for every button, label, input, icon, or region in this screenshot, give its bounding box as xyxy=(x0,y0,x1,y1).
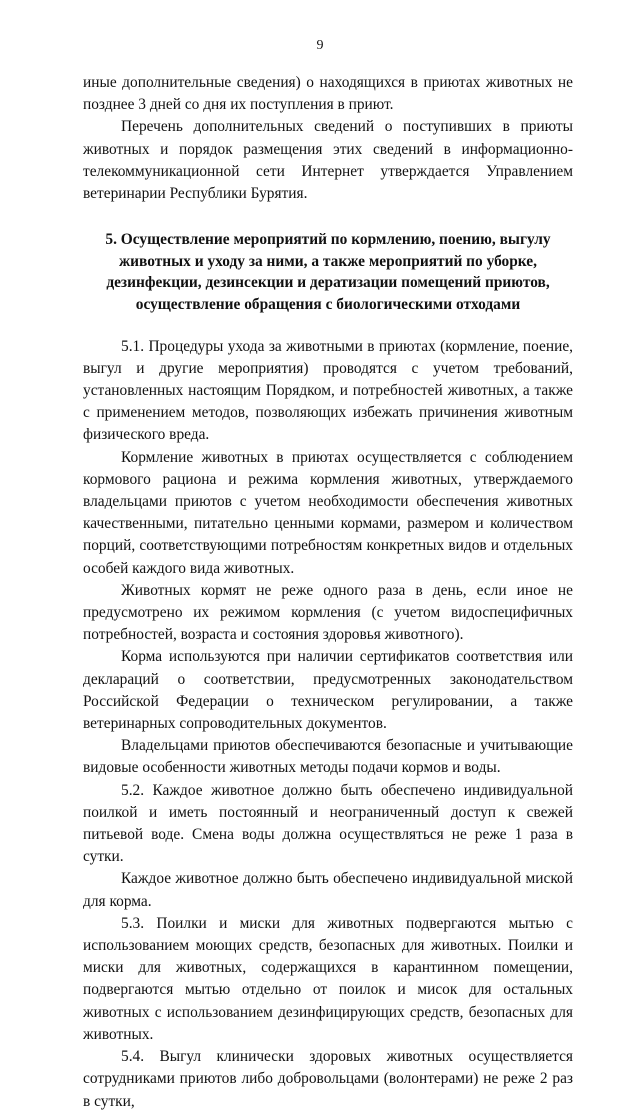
page-number: 9 xyxy=(316,38,324,53)
section-heading: 5. Осуществление мероприятий по кормлению, поению, выгулу животных и уходу за ними, а также мероприятий по уборке, дезинфекции, дезинсекции и дератизации помещений приютов, осуществление обращения с биологическими отходами xyxy=(105,231,551,313)
paragraph-5-3: 5.3. Поилки и миски для животных подвергаются мытью с использованием моющих средств, безопасных для животных. Поилки и миски для животных, содержащихся в карантинном помещении, подвергаются мытью отдельно от поилок и мисок для остальных животных с использованием дезинфицирующих средств, безопасных для животных. xyxy=(83,914,573,1043)
paragraph-5-2: 5.2. Каждое животное должно быть обеспечено индивидуальной поилкой и иметь постоянный и неограниченный доступ к свежей питьевой воде. Смена воды должна осуществляться не реже 1 раза в сутки. xyxy=(83,781,573,866)
paragraph-feeding-methods: Владельцами приютов обеспечиваются безопасные и учитывающие видовые особенности животных методы подачи кормов и воды. xyxy=(83,737,573,777)
paragraph-5-1: 5.1. Процедуры ухода за животными в приютах (кормление, поение, выгул и другие мероприятия) проводятся с учетом требований, установленных настоящим Порядком, и потребностей животных, а также с применением методов, позволяющих избежать причинения животным физического вреда. xyxy=(83,337,573,444)
paragraph-individual-bowl: Каждое животное должно быть обеспечено индивидуальной миской для корма. xyxy=(83,870,573,910)
paragraph-additional-info-list: Перечень дополнительных сведений о поступивших в приюты животных и порядок размещения этих сведений в информационно-телекоммуникационной сети Интернет утверждается Управлением ветеринарии Республики Бурятия. xyxy=(83,118,573,203)
paragraph-feeding-frequency: Животных кормят не реже одного раза в день, если иное не предусмотрено их режимом кормления (с учетом видоспецифичных потребностей, возраста и состояния здоровья животного). xyxy=(83,581,573,644)
paragraph-feeding-ration: Кормление животных в приютах осуществляется с соблюдением кормового рациона и режима кормления животных, утверждаемого владельцами приютов с учетом необходимости обеспечения животных качественными, питательно ценными кормами, размером и количеством порций, соответствующими потребностям конкретных видов и отдельных особей каждого вида животных. xyxy=(83,448,573,577)
paragraph-5-4: 5.4. Выгул клинически здоровых животных осуществляется сотрудниками приютов либо добровольцами (волонтерами) не реже 2 раз в сутки, xyxy=(83,1048,573,1110)
paragraph-feed-certificates: Корма используются при наличии сертификатов соответствия или деклараций о соответствии, предусмотренных законодательством Российской Федерации о техническом регулировании, а также ветеринарных сопроводительных документов. xyxy=(83,648,573,733)
paragraph-continuation: иные дополнительные сведения) о находящихся в приютах животных не позднее 3 дней со дня их поступления в приют. xyxy=(83,74,573,114)
page-content xyxy=(83,72,573,1113)
